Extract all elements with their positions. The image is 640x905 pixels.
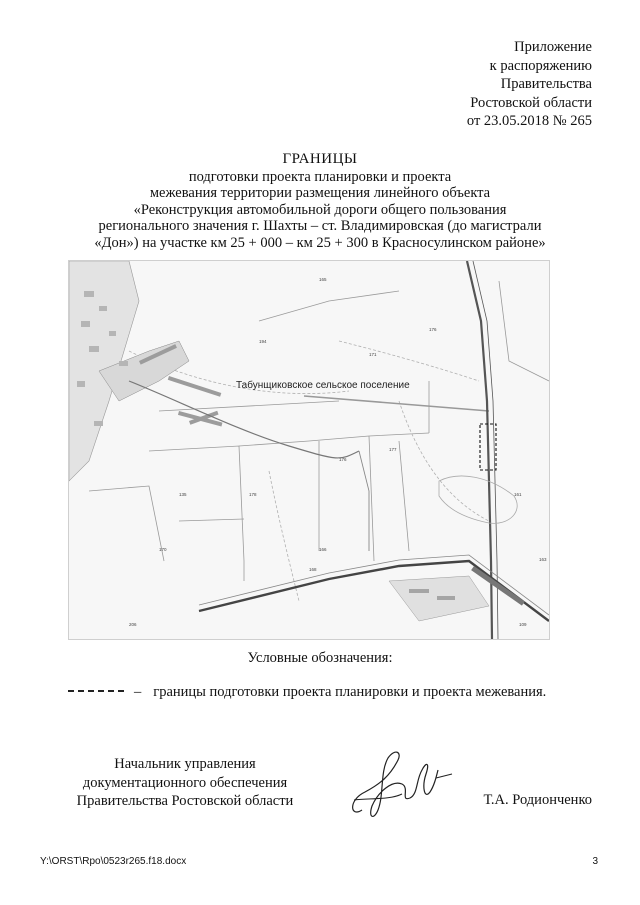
legend-item [68, 684, 608, 701]
appendix-reference [372, 38, 592, 131]
subtitle-line: «Реконструкция автомобильной дороги общего пользования [133, 201, 507, 218]
document-title: ГРАНИЦЫ [282, 151, 358, 167]
subtitle-line: регионального значения г. Шахты – ст. Владимировская (до магистрали [98, 218, 542, 235]
svg-text:165: 165 [319, 277, 327, 282]
appendix-line: к распоряжению [489, 57, 592, 74]
legend-item-text: границы подготовки проекта планировки и проекта межевания. [153, 684, 547, 700]
position-line: документационного обеспечения [82, 774, 288, 791]
subtitle-line: межевания территории размещения линейного объекта [149, 185, 491, 202]
footer-file-path: Y:\ORST\Rpo\0523r265.f18.docx [40, 856, 187, 867]
svg-text:176: 176 [339, 457, 347, 462]
svg-text:170: 170 [159, 547, 167, 552]
svg-text:163: 163 [539, 557, 547, 562]
appendix-line: Ростовской области [470, 94, 592, 111]
svg-text:177: 177 [389, 447, 397, 452]
svg-text:168: 168 [309, 567, 317, 572]
document-heading [40, 150, 600, 251]
territory-map [68, 260, 550, 640]
position-line: Правительства Ростовской области [76, 793, 294, 810]
svg-text:178: 178 [249, 492, 257, 497]
dashed-line-symbol [68, 690, 124, 692]
map-background [69, 261, 549, 639]
appendix-line: Правительства [500, 76, 592, 93]
svg-text:176: 176 [429, 327, 437, 332]
position-line: Начальник управления [114, 756, 256, 772]
subtitle-line: подготовки проекта планировки и проекта [188, 169, 452, 185]
settlement-label: Табунщиковское сельское поселение [236, 380, 410, 391]
legend-title: Условные обозначения: [247, 650, 393, 666]
legend-separator: – [134, 684, 142, 700]
handwritten-signature [340, 740, 460, 830]
svg-text:161: 161 [514, 492, 522, 497]
svg-text:194: 194 [259, 339, 267, 344]
signer-name: Т.А. Родионченко [483, 792, 592, 808]
svg-text:206: 206 [129, 622, 137, 627]
appendix-line: Приложение [514, 39, 592, 55]
svg-text:109: 109 [519, 622, 527, 627]
map-drawing [69, 261, 549, 639]
subtitle-line: «Дон») на участке км 25 + 000 – км 25 + 300 в Красносулинском районе» [94, 234, 546, 251]
appendix-line: от 23.05.2018 № 265 [466, 113, 592, 130]
document-subtitle [40, 169, 600, 251]
svg-text:171: 171 [369, 352, 377, 357]
footer-page-number: 3 [592, 856, 598, 867]
signatory-position [60, 755, 310, 811]
svg-text:166: 166 [319, 547, 327, 552]
svg-text:135: 135 [179, 492, 187, 497]
